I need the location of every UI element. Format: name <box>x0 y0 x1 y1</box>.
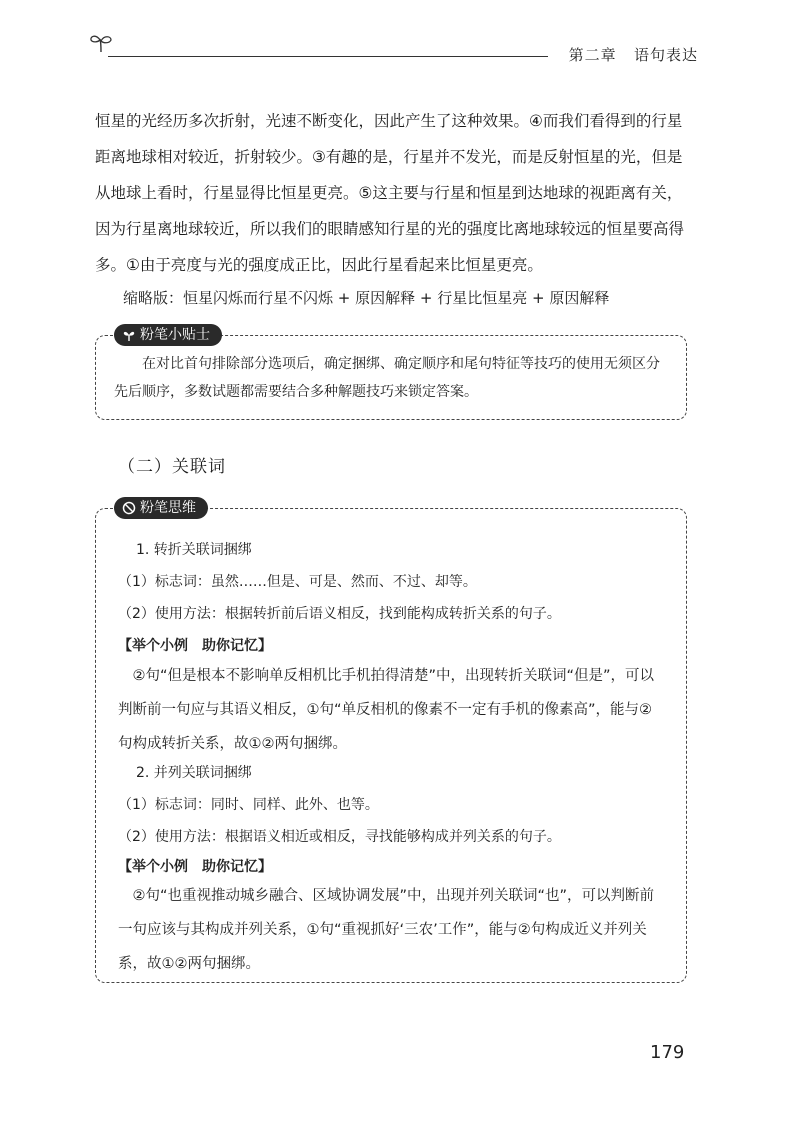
page-header <box>88 30 698 70</box>
item2-title: 2. 并列关联词捆绑 <box>136 765 252 781</box>
think-box <box>95 500 687 983</box>
section-title: （二）关联词 <box>118 457 226 477</box>
tip-box-title: 粉笔小贴士 <box>114 324 222 346</box>
body-paragraph: 恒星的光经历多次折射，光速不断变化，因此产生了这种效果。④而我们看得到的行星距离地球相对较近，折射较少。③有趣的是，行星并不发光，而是反射恒星的光，但是从地球上看时，行星显得比恒星更亮。⑤这主要与行星和恒星到达地球的视距离有关，因为行星离地球较近，所以我们的眼睛感知行星的光的强度比离地球较远的恒星要高得多。①由于亮度与光的强度成正比，因此行星看起来比恒星更亮。 <box>95 112 685 274</box>
sprout-icon <box>88 32 114 54</box>
think-box-title: 粉笔思维 <box>114 497 208 519</box>
item1-title: 1. 转折关联词捆绑 <box>136 542 252 558</box>
example2-label: 【举个小例 助你记忆】 <box>118 859 272 875</box>
chapter-label: 第二章 语句表达 <box>568 46 698 64</box>
no-sign-icon <box>122 501 136 515</box>
item2-marker: （1）标志词：同时、同样、此外、也等。 <box>118 797 379 813</box>
example1-text: ②句“但是根本不影响单反相机比手机拍得清楚”中，出现转折关联词“但是”，可以判断前一句应与其语义相反，①句“单反相机的像素不一定有手机的像素高”，能与②句构成转折关系，故①②两句捆绑。 <box>118 668 655 752</box>
tip-box <box>95 327 687 420</box>
example1-label: 【举个小例 助你记忆】 <box>118 638 272 654</box>
item2-method: （2）使用方法：根据语义相近或相反，寻找能够构成并列关系的句子。 <box>118 829 561 845</box>
example2-text: ②句“也重视推动城乡融合、区域协调发展”中，出现并列关联词“也”，可以判断前一句应该与其构成并列关系，①句“重视抓好‘三农’工作”，能与②句构成近义并列关系，故①②两句捆绑。 <box>118 888 655 972</box>
summary-line: 缩略版：恒星闪烁而行星不闪烁 + 原因解释 + 行星比恒星亮 + 原因解释 <box>123 289 610 307</box>
sprout-icon <box>122 328 136 342</box>
item1-marker: （1）标志词：虽然……但是、可是、然而、不过、却等。 <box>118 574 477 590</box>
tip-text: 在对比首句排除部分选项后，确定捆绑、确定顺序和尾句特征等技巧的使用无须区分先后顺序，多数试题都需要结合多种解题技巧来锁定答案。 <box>114 356 660 400</box>
page-number: 179 <box>650 1042 685 1063</box>
item1-method: （2）使用方法：根据转折前后语义相反，找到能构成转折关系的句子。 <box>118 606 561 622</box>
header-rule <box>108 56 548 57</box>
